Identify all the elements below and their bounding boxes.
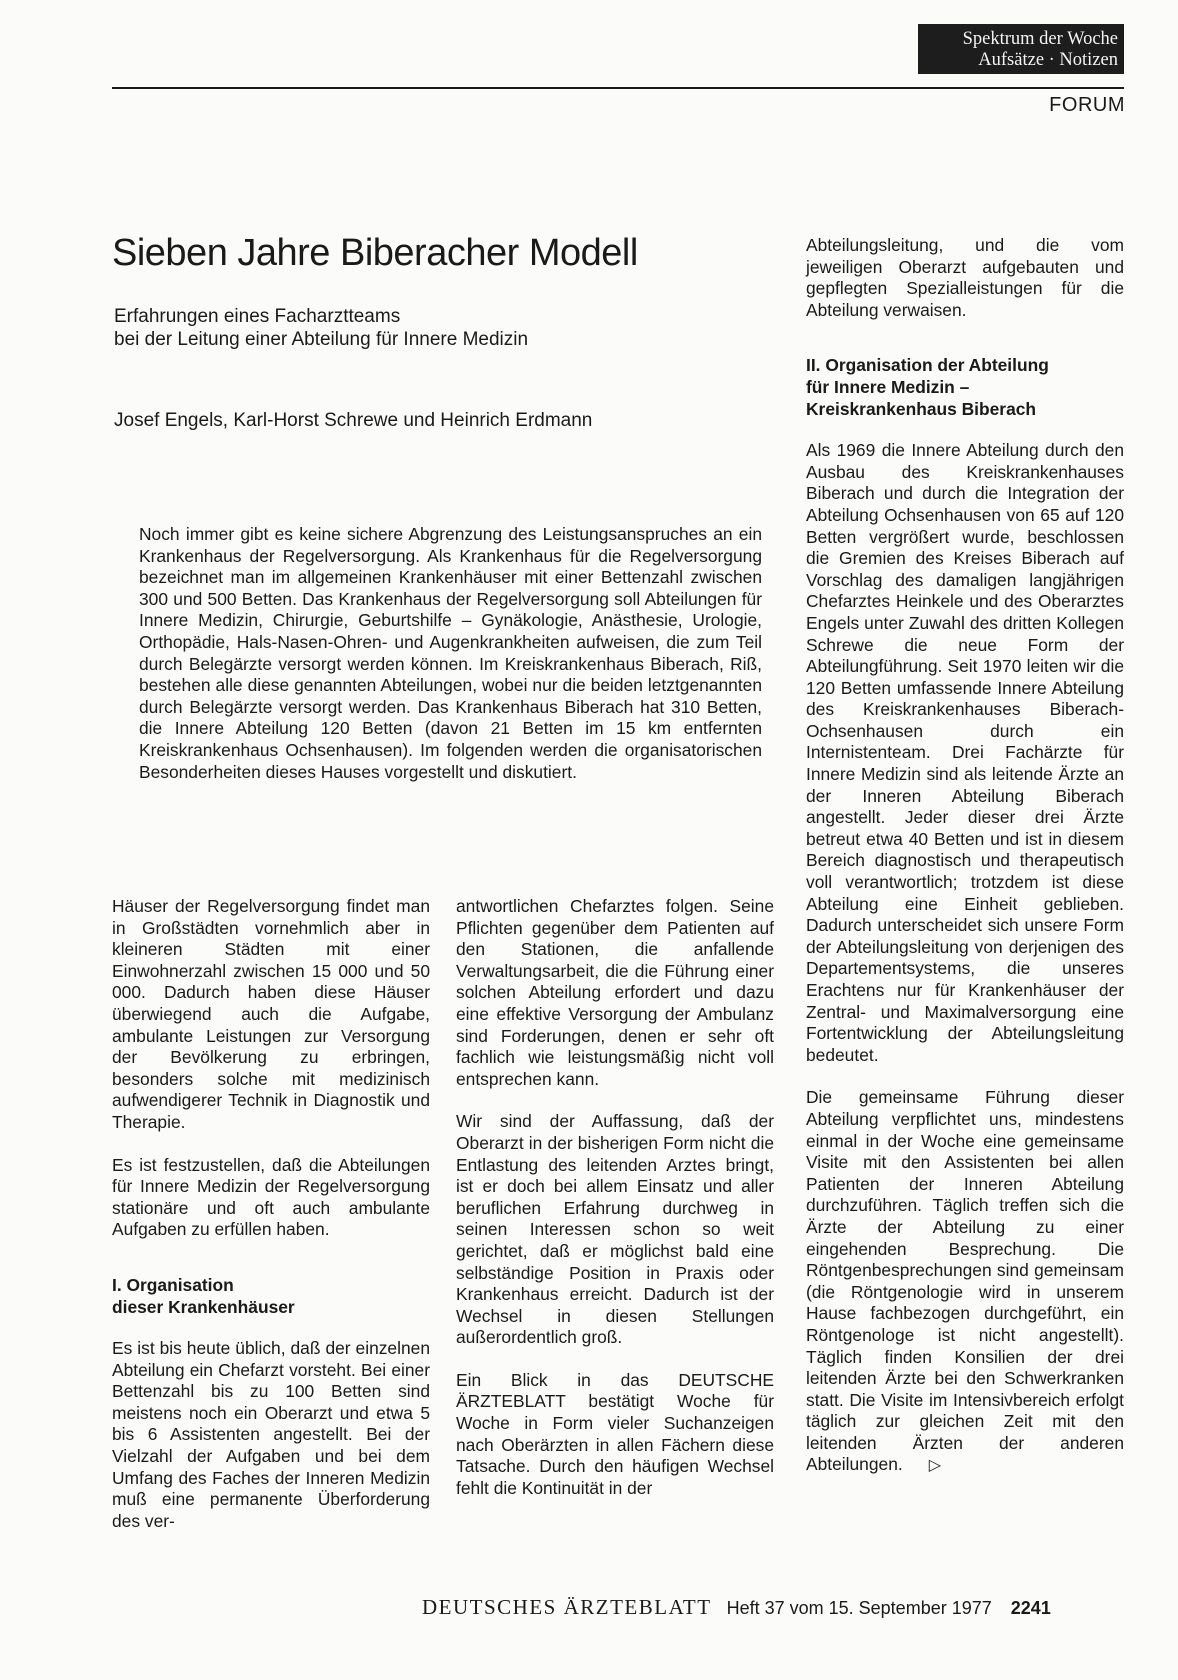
heading-line: I. Organisation [112, 1274, 234, 1295]
column-3 [806, 235, 1124, 1498]
paragraph: Abteilungsleitung, und die vom jeweiligen Oberarzt aufgebauten und gepflegten Spezialleistungen für die Abteilung verwaisen. [806, 235, 1124, 320]
paragraph: Es ist bis heute üblich, daß der einzelnen Abteilung ein Chefarzt vorsteht. Bei einer Bettenzahl bis zu 100 Betten sind meistens noch ein Oberarzt und etwa 5 bis 6 Assistenten angestellt. Bei der Vielzahl der Aufgaben und bei dem Umfang des Faches der Inneren Medizin muß eine permanente Überforderung des ver- [112, 1338, 430, 1531]
column-1 [112, 896, 430, 1553]
issue-info: Heft 37 vom 15. September 1977 [726, 1598, 992, 1618]
heading-line: dieser Krankenhäuser [112, 1296, 295, 1317]
section-label-box [918, 24, 1124, 74]
paragraph: Ein Blick in das DEUTSCHE ÄRZTEBLATT bestätigt Woche für Woche in Form vieler Suchanzeigen nach Oberärzten in allen Fächern diese Tatsache. Durch den häufigen Wechsel fehlt die Kontinuität in der [456, 1369, 774, 1498]
paragraph [806, 1087, 1124, 1477]
page-number: 2241 [1010, 1598, 1051, 1618]
paragraph-text: Die gemeinsame Führung dieser Abteilung verpflichtet uns, mindestens einmal in der Woche eine gemeinsame Visite mit den Assistenten bei allen Patienten der Inneren Abteilung durchzuführen. Täglich treffen sich die Ärzte der Abteilung zu einer eingehenden Besprechung. Die Röntgenbesprechungen sind gemeinsam (die Röntgenologie wird in unserem Hause fachbezogen durchgeführt, ein Röntgenologe ist nicht angestellt). Täglich finden Konsilien der drei leitenden Ärzte bei den Schwerkranken statt. Die Visite im Intensivbereich erfolgt täglich zur gleichen Zeit mit den leitenden Ärzten der anderen Abteilungen. [806, 1087, 1124, 1475]
section-name: FORUM [1049, 94, 1125, 116]
page-footer [422, 1595, 1124, 1620]
heading-line: für Innere Medizin – [806, 376, 970, 397]
section-label-line2: Aufsätze · Notizen [978, 50, 1118, 70]
heading-line: Kreiskrankenhaus Biberach [806, 398, 1037, 419]
paragraph: Es ist festzustellen, daß die Abteilungen für Innere Medizin der Regelversorgung stationäre und oft auch ambulante Aufgaben zu erfüllen haben. [112, 1154, 430, 1240]
column-2 [456, 896, 774, 1520]
paragraph: antwortlichen Chefarztes folgen. Seine Pflichten gegenüber dem Patienten auf den Stationen, die anfallende Verwaltungsarbeit, die die Führung einer solchen Abteilung erfordert und dazu eine effektive Versorgung der Ambulanz sind Forderungen, denen er sehr oft fachlich wie leistungsmäßig nicht voll entsprechen kann. [456, 896, 774, 1089]
journal-name: DEUTSCHES ÄRZTEBLATT [422, 1595, 712, 1619]
section-heading-2 [806, 355, 1124, 420]
paragraph: Als 1969 die Innere Abteilung durch den Ausbau des Kreiskrankenhauses Biberach und durch die Integration der Abteilung Ochsenhausen von 65 auf 120 Betten vergrößert wurde, beschlossen die Gremien des Kreises Biberach auf Vorschlag des damaligen langjährigen Chefarztes Heinkele und des Oberarztes Engels unter Zuwahl des dritten Kollegen Schrewe die neue Form der Abteilungführung. Seit 1970 leiten wir die 120 Betten umfassende Innere Abteilung des Kreiskrankenhauses Biberach-Ochsenhausen durch ein Internistenteam. Drei Fachärzte für Innere Medizin sind als leitende Ärzte an der Inneren Abteilung Biberach angestellt. Jeder dieser drei Ärzte betreut etwa 40 Betten und ist in diesem Bereich diagnostisch und therapeutisch voll verantwortlich; trotzdem ist diese Abteilung eine Einheit geblieben. Dadurch unterscheidet sich unsere Form der Abteilungsleitung von derjenigen des Departementsystems, die unseres Erachtens nur für Krankenhäuser der Zentral- und Maximalversorgung eine Fortentwicklung der Abteilungsleitung bedeutet. [806, 440, 1124, 1065]
header-rule [112, 87, 1124, 89]
paragraph: Wir sind der Auffassung, daß der Oberarzt in der bisherigen Form nicht die Entlastung des leitenden Arztes bringt, ist er doch bei allem Einsatz und aller beruflichen Erfahrung durchweg in seinen Interessen schon so weit gerichtet, daß er möglichst bald eine selbständige Position in Praxis oder Krankenhaus erreicht. Dadurch ist der Wechsel in diesen Stellungen außerordentlich groß. [456, 1111, 774, 1348]
continue-arrow-icon: ▷ [928, 1457, 942, 1475]
heading-line: II. Organisation der Abteilung [806, 355, 1049, 376]
article-title: Sieben Jahre Biberacher Modell [112, 232, 638, 274]
article-abstract: Noch immer gibt es keine sichere Abgrenzung des Leistungsanspruches an ein Krankenhaus der Regelversorgung. Als Krankenhaus für die Regelversorgung bezeichnet man im allgemeinen Krankenhäuser mit einer Bettenzahl zwischen 300 und 500 Betten. Das Krankenhaus der Regelversorgung soll Abteilungen für Innere Medizin, Chirurgie, Geburtshilfe – Gynäkologie, Anästhesie, Urologie, Orthopädie, Hals-Nasen-Ohren- und Augenkrankheiten aufweisen, die zum Teil durch Belegärzte versorgt werden können. Im Kreiskrankenhaus Biberach, Riß, bestehen alle diese genannten Abteilungen, wobei nur die beiden letztgenannten durch Belegärzte versorgt werden. Das Krankenhaus Biberach hat 310 Betten, die Innere Abteilung 120 Betten (davon 21 Betten im 15 km entfernten Kreiskrankenhaus Ochsenhausen). Im folgenden werden die organisatorischen Besonderheiten dieses Hauses vorgestellt und diskutiert. [139, 524, 762, 782]
subtitle-line1: Erfahrungen eines Facharztteams [114, 306, 401, 327]
paragraph: Häuser der Regelversorgung findet man in Großstädten vornehmlich aber in kleineren Städten mit einer Einwohnerzahl zwischen 15 000 und 50 000. Dadurch haben diese Häuser überwiegend auch die Aufgabe, ambulante Leistungen zur Versorgung der Bevölkerung zu erbringen, besonders solche mit medizinisch aufwendigerer Technik in Diagnostik und Therapie. [112, 896, 430, 1132]
article-subtitle [114, 305, 714, 351]
section-heading-1 [112, 1275, 430, 1318]
article-authors: Josef Engels, Karl-Horst Schrewe und Heinrich Erdmann [114, 410, 593, 431]
subtitle-line2: bei der Leitung einer Abteilung für Innere Medizin [114, 329, 529, 350]
section-label-line1: Spektrum der Woche [962, 29, 1118, 49]
